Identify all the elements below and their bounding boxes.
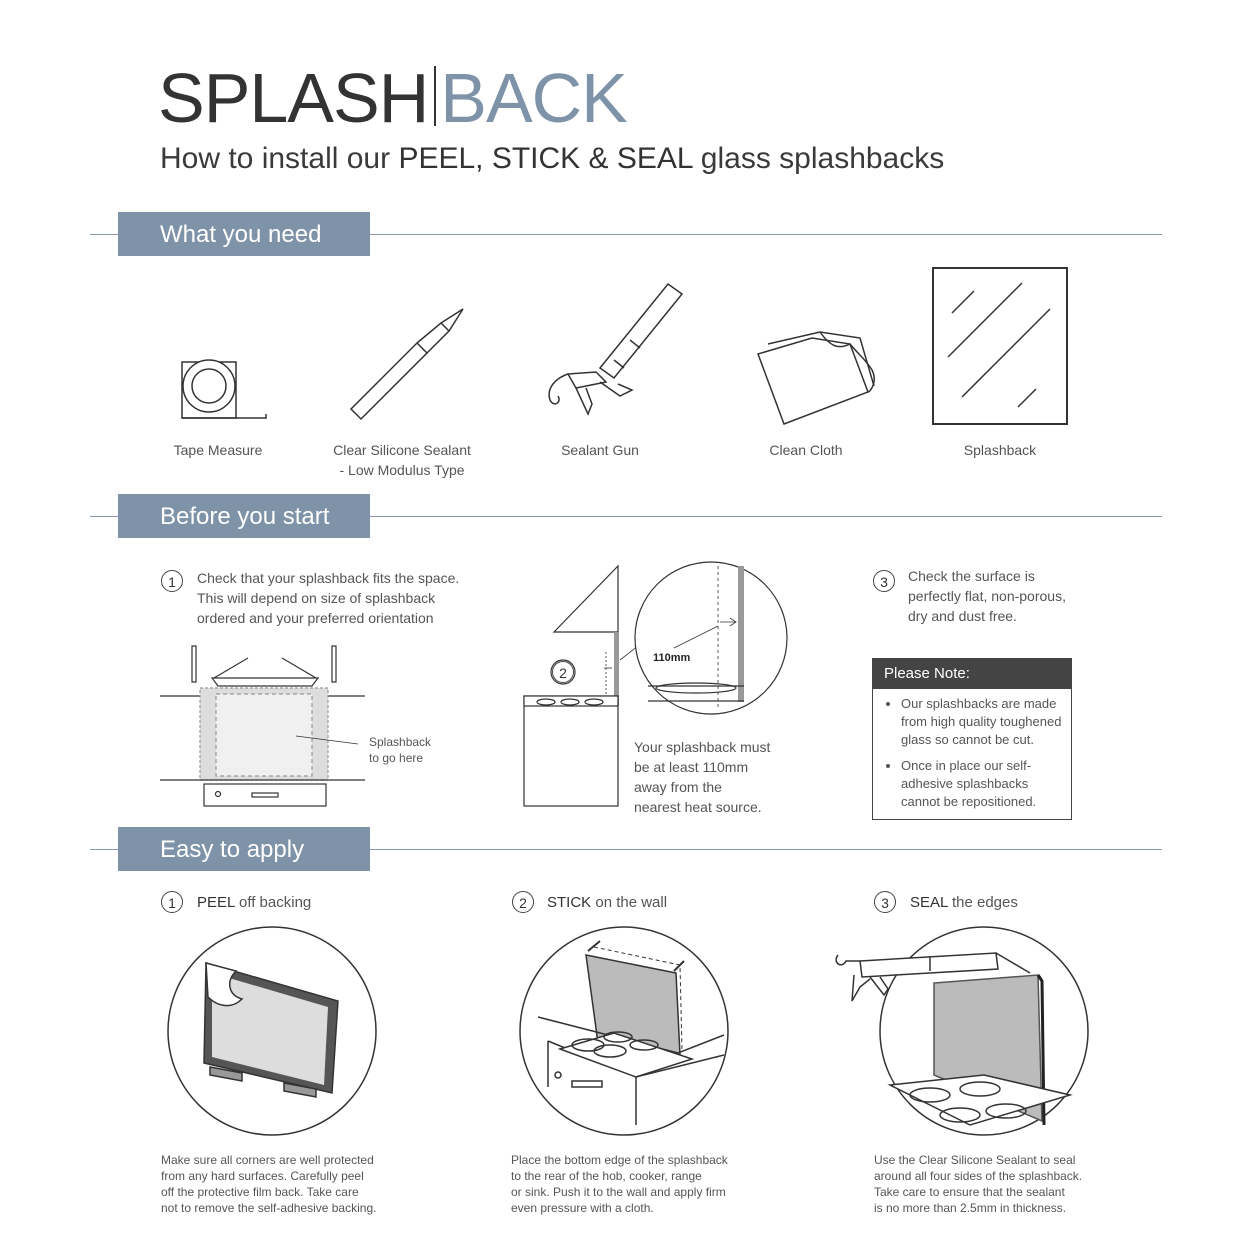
note-bullet: • Once in place our self-adhesive splashbacks cannot be repositioned. <box>901 757 1063 811</box>
text-line: away from the <box>634 779 722 795</box>
kitchen-space-diagram <box>160 642 380 812</box>
step-keyword: STICK <box>547 894 592 911</box>
sealant-tube-icon <box>345 305 475 425</box>
text-line: to the rear of the hob, cooker, range <box>511 1169 702 1183</box>
apply-step-3-text <box>874 1152 1124 1216</box>
splashback-callout <box>369 734 431 766</box>
item-label-gun: Sealant Gun <box>561 442 639 458</box>
callout-line: to go here <box>369 751 424 765</box>
text-line: Take care to ensure that the sealant <box>874 1185 1065 1199</box>
step-keyword: SEAL <box>910 894 948 911</box>
splashback-panel-icon <box>932 267 1070 427</box>
note-bullet: • Our splashbacks are made from high quality toughened glass so cannot be cut. <box>901 695 1063 749</box>
step-number: 1 <box>161 570 183 592</box>
item-label-sealant: Clear Silicone Sealant <box>333 442 471 458</box>
logo-divider <box>434 66 436 126</box>
item-label-cloth: Clean Cloth <box>769 442 843 458</box>
text-line: even pressure with a cloth. <box>511 1201 654 1215</box>
step-rest: the edges <box>947 894 1018 911</box>
text-line: or sink. Push it to the wall and apply firm <box>511 1185 726 1199</box>
item-label-splashback: Splashback <box>963 442 1037 458</box>
before-step-2-text <box>634 737 814 817</box>
apply-step-2-label <box>547 894 667 911</box>
note-list <box>873 695 1071 811</box>
subtitle-post: glass splashbacks <box>692 142 945 175</box>
logo-part-2: BACK <box>440 59 627 137</box>
text-line: is no more than 2.5mm in thickness. <box>874 1201 1067 1215</box>
tape-measure-icon <box>170 350 280 430</box>
before-step-1-text <box>197 568 497 628</box>
subtitle-pre: How to install our <box>160 142 399 175</box>
step-number: 1 <box>161 891 183 913</box>
subtitle-bold: PEEL, STICK & SEAL <box>398 142 693 175</box>
text-line: nearest heat source. <box>634 799 762 815</box>
text-line: Use the Clear Silicone Sealant to seal <box>874 1153 1076 1167</box>
step-keyword: PEEL <box>197 894 235 911</box>
item-label-sealant-2: - Low Modulus Type <box>339 462 465 478</box>
section-header-before-you-start: Before you start <box>118 494 370 538</box>
step-rest: off backing <box>234 894 312 911</box>
text-line: perfectly flat, non-porous, <box>908 588 1066 604</box>
step-number: 2 <box>552 661 574 683</box>
text-line: not to remove the self-adhesive backing. <box>161 1201 377 1215</box>
dimension-label: 110mm <box>653 652 691 664</box>
item-label-tape: Tape Measure <box>173 442 263 458</box>
page-subtitle <box>160 142 944 176</box>
text-line: Your splashback must <box>634 739 771 755</box>
text-line: Place the bottom edge of the splashback <box>511 1153 728 1167</box>
seal-illustration <box>830 925 1092 1137</box>
text-line: be at least 110mm <box>634 759 749 775</box>
stick-illustration <box>518 925 730 1137</box>
text-line: dry and dust free. <box>908 608 1017 624</box>
section-header-easy-to-apply: Easy to apply <box>118 827 370 871</box>
please-note-box <box>872 658 1072 820</box>
apply-step-1-text <box>161 1152 401 1216</box>
cloth-icon <box>750 330 880 430</box>
step-number: 3 <box>874 891 896 913</box>
callout-line: Splashback <box>369 735 432 749</box>
apply-step-2-text <box>511 1152 761 1216</box>
text-line: Check that your splashback fits the space. <box>197 570 460 586</box>
note-title: Please Note: <box>873 659 1071 689</box>
text-line: Check the surface is <box>908 568 1035 584</box>
text-line: Make sure all corners are well protected <box>161 1153 374 1167</box>
sealant-gun-icon <box>540 278 690 428</box>
logo-part-1: SPLASH <box>158 59 429 137</box>
step-rest: on the wall <box>591 894 668 911</box>
apply-step-1-label <box>197 894 311 911</box>
before-step-3-text <box>908 566 1108 626</box>
apply-step-3-label <box>910 894 1018 911</box>
text-line: ordered and your preferred orientation <box>197 610 434 626</box>
step-number: 2 <box>512 891 534 913</box>
section-header-what-you-need: What you need <box>118 212 370 256</box>
text-line: off the protective film back. Take care <box>161 1185 359 1199</box>
text-line: from any hard surfaces. Carefully peel <box>161 1169 364 1183</box>
text-line: This will depend on size of splashback <box>197 590 436 606</box>
brand-logo <box>158 58 627 138</box>
text-line: around all four sides of the splashback. <box>874 1169 1083 1183</box>
step-number: 3 <box>873 570 895 592</box>
peel-illustration <box>166 925 378 1137</box>
